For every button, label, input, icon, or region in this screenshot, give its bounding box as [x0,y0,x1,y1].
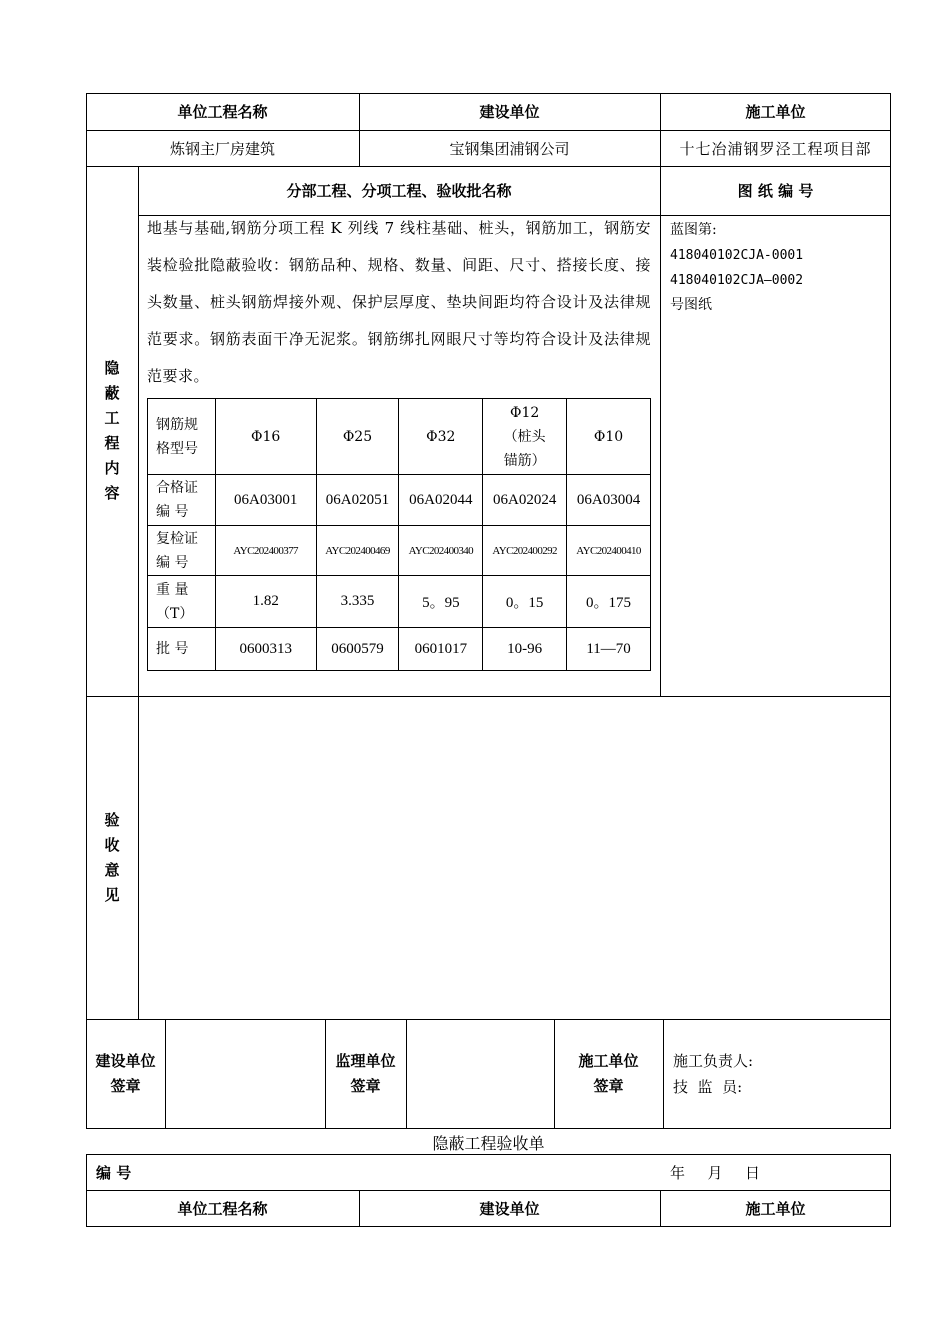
number-label: 编 号 [96,1164,132,1182]
batch-cell: 10-96 [483,628,567,671]
contractor-lead-label: 施工负责人: [673,1052,754,1070]
row-label-batch: 批 号 [148,628,216,671]
row-label-spec: 钢筋规 格型号 [148,399,216,475]
table-row [148,628,651,671]
row-label-recheck: 复检证 编 号 [148,526,216,576]
weight-cell: 5。95 [399,576,483,628]
certificate-cell: 06A03004 [567,475,651,526]
row-label-certificate: 合格证 编 号 [148,475,216,526]
header-project-name: 单位工程名称 [177,103,268,121]
batch-cell: 0600579 [316,628,399,671]
weight-cell: 0。15 [483,576,567,628]
drawing-numbers [670,218,885,318]
recheck-cell: AYC202400340 [399,526,483,576]
certificate-cell: 06A02044 [399,475,483,526]
drawing-line: 蓝图第: [670,222,717,238]
drawing-number-title: 图 纸 编 号 [737,182,814,200]
drawing-line: 418040102CJA-0001 [670,248,804,263]
hidden-work-side-label: 隐 蔽 工 程 内 容 [104,359,120,502]
table-row [148,399,651,475]
spec-cell: Φ25 [316,399,399,475]
rebar-table [147,398,651,671]
row-label-weight: 重 量 （T） [148,576,216,628]
weight-cell: 3.335 [316,576,399,628]
col-divider [663,1019,664,1129]
owner-signature-field[interactable] [166,1020,324,1128]
header-contractor: 施工单位 [745,103,806,121]
value-contractor: 十七冶浦钢罗泾工程项目部 [679,139,872,158]
table-row [148,526,651,576]
recheck-cell: AYC202400377 [215,526,316,576]
batch-cell: 0601017 [399,628,483,671]
technician-label: 技 监 员: [673,1078,743,1096]
header-owner: 建设单位 [479,103,540,121]
supervisor-signature-label: 监理单位 签章 [335,1052,396,1095]
recheck-cell: AYC202400292 [483,526,567,576]
batch-cell: 0600313 [215,628,316,671]
weight-cell: 0。175 [567,576,651,628]
form-title: 隐蔽工程验收单 [432,1135,545,1153]
work-description: 地基与基础,钢筋分项工程 K 列线 7 线柱基础、桩头，钢筋加工，钢筋安装检验批隐蔽验收：钢筋品种、规格、数量、间距、尺寸、搭接长度、接头数量、桩头钢筋焊接外观、保护层厚度、垫块间距均符合设计及法律规范要求。钢筋表面干净无泥浆。钢筋绑扎网眼尺寸等均符合设计及法律规范要求。 [147,219,651,385]
table-row [148,576,651,628]
recheck-cell: AYC202400469 [316,526,399,576]
value-owner: 宝钢集团浦钢公司 [449,139,570,158]
recheck-cell: AYC202400410 [567,526,651,576]
value-project-name: 炼钢主厂房建筑 [169,139,275,158]
footer-owner: 建设单位 [479,1200,540,1218]
table-row [148,475,651,526]
batch-cell: 11—70 [567,628,651,671]
certificate-cell: 06A02024 [483,475,567,526]
spec-cell: Φ12 （桩头 锚筋） [483,399,567,475]
acceptance-side-label: 验 收 意 见 [104,811,120,904]
drawing-line: 号图纸 [670,297,712,313]
section-title: 分部工程、分项工程、验收批名称 [286,182,512,200]
weight-cell: 1.82 [215,576,316,628]
acceptance-opinion-area[interactable] [139,697,890,1018]
contractor-signature-field [673,1048,883,1100]
footer-project-name: 单位工程名称 [177,1200,268,1218]
drawing-line: 418040102CJA—0002 [670,273,804,288]
owner-signature-label: 建设单位 签章 [95,1052,156,1095]
spec-cell: Φ32 [399,399,483,475]
spec-cell: Φ10 [567,399,651,475]
supervisor-signature-field[interactable] [407,1020,553,1128]
contractor-signature-label: 施工单位 签章 [578,1052,639,1095]
footer-contractor: 施工单位 [745,1200,806,1218]
certificate-cell: 06A02051 [316,475,399,526]
date-label: 年 月 日 [670,1166,761,1182]
spec-cell: Φ16 [215,399,316,475]
certificate-cell: 06A03001 [215,475,316,526]
